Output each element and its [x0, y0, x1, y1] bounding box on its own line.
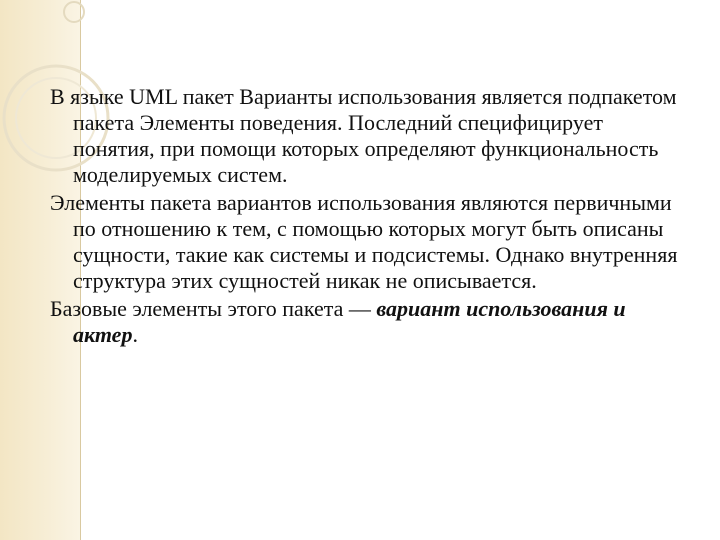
emphasized-terms: вариант использования и актер: [73, 296, 626, 347]
slide-body: [50, 84, 680, 350]
decorative-ring-small: [64, 2, 84, 22]
paragraph-package-elements: Элементы пакета вариантов использования являются первичными по отношению к тем, с помощью которых могут быть описаны сущности, такие как системы и подсистемы. Однако внутренняя структура этих сущностей никак не описывается.: [50, 190, 678, 293]
paragraph-base-elements-end: .: [132, 322, 138, 347]
paragraph-uml-package: В языке UML пакет Варианты использования является подпакетом пакета Элементы поведения. Последний специфицирует понятия, при помощи которых определяют функциональность моделируемых систем.: [50, 84, 677, 187]
paragraph-base-elements: [50, 296, 680, 348]
paragraph-base-elements-lead: Базовые элементы этого пакета —: [50, 296, 377, 321]
